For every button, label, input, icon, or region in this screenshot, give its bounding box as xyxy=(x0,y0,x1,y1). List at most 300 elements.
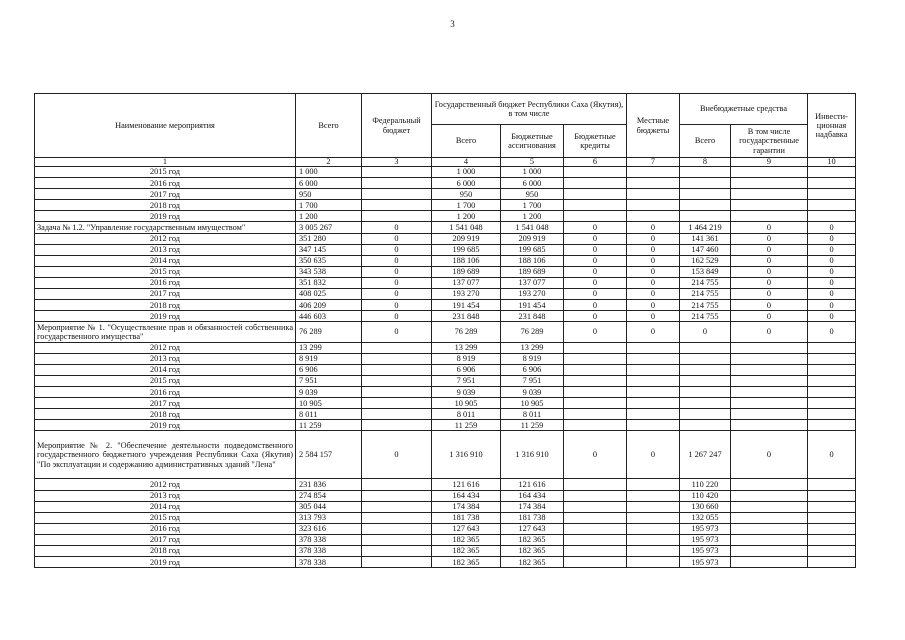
table-row xyxy=(35,364,856,375)
table-cell: 182 365 xyxy=(432,534,501,545)
table-cell: 6 000 xyxy=(296,178,362,189)
table-cell xyxy=(564,409,627,420)
table-cell: 0 xyxy=(564,277,627,288)
table-cell xyxy=(362,167,432,178)
table-cell xyxy=(731,211,808,222)
table-cell xyxy=(627,557,680,568)
table-cell: 0 xyxy=(362,255,432,266)
row-label: 2018 год xyxy=(35,300,296,311)
table-cell: 195 973 xyxy=(680,534,731,545)
table-cell xyxy=(680,167,731,178)
column-index: 5 xyxy=(501,158,564,167)
header-state-total: Всего xyxy=(432,125,501,158)
table-cell: 950 xyxy=(432,189,501,200)
table-cell: 209 919 xyxy=(432,233,501,244)
table-cell xyxy=(362,211,432,222)
table-row xyxy=(35,557,856,568)
table-cell xyxy=(362,375,432,386)
table-cell xyxy=(362,189,432,200)
row-label: 2015 год xyxy=(35,266,296,277)
table-cell xyxy=(627,534,680,545)
table-cell: 189 689 xyxy=(501,266,564,277)
table-cell: 7 951 xyxy=(501,375,564,386)
table-cell xyxy=(564,200,627,211)
table-cell xyxy=(731,178,808,189)
row-label: 2012 год xyxy=(35,342,296,353)
header-state-credits: Бюджетные кредиты xyxy=(564,125,627,158)
table-cell: 193 270 xyxy=(501,289,564,300)
row-label: 2017 год xyxy=(35,398,296,409)
table-row xyxy=(35,353,856,364)
table-cell: 0 xyxy=(627,233,680,244)
table-cell: 13 299 xyxy=(432,342,501,353)
table-cell: 11 259 xyxy=(432,420,501,431)
table-cell: 182 365 xyxy=(432,557,501,568)
table-cell: 8 011 xyxy=(296,409,362,420)
table-cell xyxy=(680,189,731,200)
row-label: Мероприятие № 1. "Осуществление прав и обязанностей собственника государственного имущества" xyxy=(35,322,296,342)
table-cell: 347 145 xyxy=(296,244,362,255)
table-cell: 189 689 xyxy=(432,266,501,277)
table-cell xyxy=(362,512,432,523)
table-cell: 950 xyxy=(296,189,362,200)
table-cell: 274 854 xyxy=(296,490,362,501)
table-cell: 313 793 xyxy=(296,512,362,523)
table-cell: 164 434 xyxy=(501,490,564,501)
table-row xyxy=(35,178,856,189)
table-cell: 3 005 267 xyxy=(296,222,362,233)
table-cell: 1 267 247 xyxy=(680,431,731,479)
table-row xyxy=(35,189,856,200)
table-cell: 1 000 xyxy=(296,167,362,178)
table-cell xyxy=(564,534,627,545)
table-row xyxy=(35,244,856,255)
table-row xyxy=(35,167,856,178)
table-cell: 305 044 xyxy=(296,501,362,512)
table-cell: 1 200 xyxy=(432,211,501,222)
table-cell: 153 849 xyxy=(680,266,731,277)
table-row xyxy=(35,300,856,311)
table-cell: 0 xyxy=(564,431,627,479)
table-cell xyxy=(808,501,856,512)
table-cell xyxy=(680,211,731,222)
row-label: 2016 год xyxy=(35,178,296,189)
table-cell xyxy=(564,178,627,189)
table-cell: 195 973 xyxy=(680,557,731,568)
table-cell xyxy=(680,387,731,398)
row-label: Задача № 1.2. "Управление государственным имуществом" xyxy=(35,222,296,233)
table-cell xyxy=(731,200,808,211)
table-cell: 188 106 xyxy=(432,255,501,266)
table-cell: 10 905 xyxy=(501,398,564,409)
table-cell: 950 xyxy=(501,189,564,200)
table-cell xyxy=(627,490,680,501)
row-label: 2016 год xyxy=(35,277,296,288)
row-label: 2017 год xyxy=(35,289,296,300)
table-row xyxy=(35,479,856,490)
table-cell xyxy=(564,398,627,409)
table-cell: 6 906 xyxy=(296,364,362,375)
row-label: 2013 год xyxy=(35,490,296,501)
row-label: 2018 год xyxy=(35,546,296,557)
table-cell: 13 299 xyxy=(296,342,362,353)
table-cell: 0 xyxy=(627,300,680,311)
table-cell: 0 xyxy=(731,289,808,300)
table-cell xyxy=(731,501,808,512)
table-cell: 0 xyxy=(564,311,627,322)
table-cell: 0 xyxy=(564,255,627,266)
column-index: 9 xyxy=(731,158,808,167)
table-cell xyxy=(808,211,856,222)
table-cell: 1 000 xyxy=(501,167,564,178)
table-cell: 110 420 xyxy=(680,490,731,501)
table-cell: 137 077 xyxy=(432,277,501,288)
table-cell: 1 541 048 xyxy=(501,222,564,233)
table-cell: 350 635 xyxy=(296,255,362,266)
table-cell xyxy=(564,512,627,523)
table-cell xyxy=(680,398,731,409)
row-label: 2018 год xyxy=(35,200,296,211)
table-cell xyxy=(564,557,627,568)
table-cell: 378 338 xyxy=(296,546,362,557)
table-cell: 0 xyxy=(627,322,680,342)
table-cell xyxy=(564,353,627,364)
table-cell: 191 454 xyxy=(432,300,501,311)
row-label: 2014 год xyxy=(35,364,296,375)
table-cell: 0 xyxy=(362,277,432,288)
table-cell: 0 xyxy=(731,266,808,277)
table-row xyxy=(35,420,856,431)
header-investment: Инвести- ционная надбавка xyxy=(808,94,856,158)
table-cell: 141 361 xyxy=(680,233,731,244)
table-cell xyxy=(627,178,680,189)
table-cell: 1 700 xyxy=(432,200,501,211)
table-cell: 0 xyxy=(731,233,808,244)
row-label: 2016 год xyxy=(35,523,296,534)
table-cell xyxy=(731,409,808,420)
table-cell xyxy=(362,398,432,409)
table-cell: 8 011 xyxy=(501,409,564,420)
table-cell: 446 603 xyxy=(296,311,362,322)
table-cell: 0 xyxy=(808,255,856,266)
table-cell: 127 643 xyxy=(432,523,501,534)
table-cell xyxy=(627,364,680,375)
table-cell: 1 000 xyxy=(432,167,501,178)
table-cell: 0 xyxy=(362,222,432,233)
header-total: Всего xyxy=(296,94,362,158)
table-cell: 0 xyxy=(564,289,627,300)
table-cell: 147 460 xyxy=(680,244,731,255)
table-cell: 8 011 xyxy=(432,409,501,420)
table-row xyxy=(35,342,856,353)
table-cell: 0 xyxy=(731,322,808,342)
table-cell: 174 384 xyxy=(501,501,564,512)
table-cell xyxy=(808,512,856,523)
table-cell: 0 xyxy=(627,431,680,479)
table-cell: 130 660 xyxy=(680,501,731,512)
row-label: 2015 год xyxy=(35,512,296,523)
table-cell xyxy=(627,167,680,178)
table-cell xyxy=(808,420,856,431)
table-cell: 9 039 xyxy=(501,387,564,398)
table-cell xyxy=(731,364,808,375)
header-offbudget-total: Всего xyxy=(680,125,731,158)
table-cell xyxy=(627,501,680,512)
table-cell: 214 755 xyxy=(680,300,731,311)
table-cell: 13 299 xyxy=(501,342,564,353)
table-cell: 2 584 157 xyxy=(296,431,362,479)
table-cell: 182 365 xyxy=(501,557,564,568)
table-cell: 0 xyxy=(627,266,680,277)
table-row xyxy=(35,501,856,512)
table-cell: 193 270 xyxy=(432,289,501,300)
table-cell xyxy=(680,409,731,420)
table-cell: 182 365 xyxy=(501,534,564,545)
table-cell: 182 365 xyxy=(432,546,501,557)
table-cell: 231 848 xyxy=(501,311,564,322)
table-cell xyxy=(564,342,627,353)
row-label: 2014 год xyxy=(35,501,296,512)
table-cell: 214 755 xyxy=(680,277,731,288)
row-label: 2015 год xyxy=(35,375,296,386)
table-row xyxy=(35,289,856,300)
table-cell: 1 464 219 xyxy=(680,222,731,233)
table-cell: 191 454 xyxy=(501,300,564,311)
table-cell: 214 755 xyxy=(680,289,731,300)
table-cell: 164 434 xyxy=(432,490,501,501)
table-cell xyxy=(564,364,627,375)
table-cell xyxy=(731,479,808,490)
table-cell xyxy=(731,387,808,398)
table-cell: 0 xyxy=(808,300,856,311)
table-cell: 199 685 xyxy=(432,244,501,255)
table-cell: 406 209 xyxy=(296,300,362,311)
page-number: 3 xyxy=(450,19,455,29)
table-cell: 121 616 xyxy=(501,479,564,490)
table-cell xyxy=(362,409,432,420)
table-cell xyxy=(362,479,432,490)
table-row xyxy=(35,277,856,288)
table-cell xyxy=(731,353,808,364)
table-cell: 0 xyxy=(731,244,808,255)
column-index: 3 xyxy=(362,158,432,167)
table-cell: 181 738 xyxy=(501,512,564,523)
header-local: Местные бюджеты xyxy=(627,94,680,158)
table-cell xyxy=(808,523,856,534)
table-cell: 0 xyxy=(362,311,432,322)
table-cell: 6 906 xyxy=(432,364,501,375)
column-index: 4 xyxy=(432,158,501,167)
table-cell xyxy=(564,523,627,534)
table-cell: 6 000 xyxy=(501,178,564,189)
header-federal: Федеральный бюджет xyxy=(362,94,432,158)
table-cell: 1 700 xyxy=(296,200,362,211)
table-row xyxy=(35,431,856,479)
table-row xyxy=(35,375,856,386)
table-cell: 214 755 xyxy=(680,311,731,322)
row-label: 2016 год xyxy=(35,387,296,398)
table-cell xyxy=(731,512,808,523)
table-cell xyxy=(731,167,808,178)
table-cell xyxy=(362,342,432,353)
table-cell xyxy=(564,479,627,490)
table-cell xyxy=(808,387,856,398)
column-index: 1 xyxy=(35,158,296,167)
table-cell: 0 xyxy=(808,431,856,479)
table-row xyxy=(35,222,856,233)
table-cell: 9 039 xyxy=(296,387,362,398)
row-label: 2019 год xyxy=(35,420,296,431)
table-cell: 0 xyxy=(564,222,627,233)
table-row xyxy=(35,398,856,409)
table-cell: 323 616 xyxy=(296,523,362,534)
table-cell: 0 xyxy=(362,266,432,277)
column-index: 7 xyxy=(627,158,680,167)
table-cell: 0 xyxy=(731,300,808,311)
table-cell: 1 200 xyxy=(296,211,362,222)
budget-table xyxy=(34,93,856,568)
table-cell: 9 039 xyxy=(432,387,501,398)
table-cell: 0 xyxy=(731,222,808,233)
table-cell xyxy=(808,490,856,501)
table-cell xyxy=(362,353,432,364)
table-cell: 181 738 xyxy=(432,512,501,523)
table-cell xyxy=(362,178,432,189)
table-cell: 127 643 xyxy=(501,523,564,534)
table-cell: 231 848 xyxy=(432,311,501,322)
table-cell: 0 xyxy=(808,322,856,342)
table-cell: 0 xyxy=(564,300,627,311)
table-cell: 0 xyxy=(627,222,680,233)
table-cell xyxy=(808,167,856,178)
table-row xyxy=(35,255,856,266)
table-cell: 8 919 xyxy=(501,353,564,364)
table-cell: 0 xyxy=(362,244,432,255)
table-cell xyxy=(627,398,680,409)
table-row xyxy=(35,311,856,322)
table-cell: 231 836 xyxy=(296,479,362,490)
table-cell xyxy=(627,189,680,200)
table-cell xyxy=(808,534,856,545)
table-cell xyxy=(808,342,856,353)
table-row xyxy=(35,387,856,398)
row-label: 2019 год xyxy=(35,211,296,222)
row-label: 2012 год xyxy=(35,233,296,244)
row-label: Мероприятие № 2. "Обеспечение деятельности подведомственного государственного бюджетного учреждения Республики Саха (Якутия) "По эксплуатации и содержанию административных зданий "Лена" xyxy=(35,431,296,479)
table-cell: 0 xyxy=(808,289,856,300)
table-cell: 195 973 xyxy=(680,546,731,557)
table-cell xyxy=(808,353,856,364)
table-cell: 8 919 xyxy=(432,353,501,364)
table-cell xyxy=(808,200,856,211)
table-cell xyxy=(680,342,731,353)
table-cell: 76 289 xyxy=(296,322,362,342)
table-row xyxy=(35,534,856,545)
column-index: 8 xyxy=(680,158,731,167)
table-cell: 0 xyxy=(564,322,627,342)
table-cell xyxy=(564,375,627,386)
table-cell: 0 xyxy=(808,311,856,322)
table-cell xyxy=(731,375,808,386)
row-label: 2013 год xyxy=(35,244,296,255)
table-row xyxy=(35,322,856,342)
table-cell: 0 xyxy=(731,311,808,322)
table-cell xyxy=(808,398,856,409)
header-offbudget-guarantees: В том числе государственные гарантии xyxy=(731,125,808,158)
table-cell: 8 919 xyxy=(296,353,362,364)
table-cell xyxy=(627,342,680,353)
table-cell: 11 259 xyxy=(296,420,362,431)
table-cell: 132 055 xyxy=(680,512,731,523)
table-cell: 378 338 xyxy=(296,557,362,568)
table-cell xyxy=(808,375,856,386)
table-cell xyxy=(680,200,731,211)
table-cell: 0 xyxy=(731,277,808,288)
table-cell: 0 xyxy=(808,266,856,277)
table-cell xyxy=(808,178,856,189)
table-cell xyxy=(731,342,808,353)
row-label: 2019 год xyxy=(35,311,296,322)
table-cell xyxy=(564,189,627,200)
table-cell xyxy=(680,375,731,386)
table-cell: 0 xyxy=(808,233,856,244)
table-cell xyxy=(564,501,627,512)
column-index: 2 xyxy=(296,158,362,167)
table-cell xyxy=(731,420,808,431)
table-cell xyxy=(627,512,680,523)
table-cell xyxy=(731,398,808,409)
table-cell xyxy=(362,490,432,501)
table-cell: 0 xyxy=(564,244,627,255)
table-cell xyxy=(362,534,432,545)
table-cell xyxy=(362,557,432,568)
table-cell xyxy=(731,490,808,501)
table-cell xyxy=(680,178,731,189)
table-row xyxy=(35,512,856,523)
table-cell: 195 973 xyxy=(680,523,731,534)
table-cell: 1 316 910 xyxy=(501,431,564,479)
table-cell xyxy=(808,557,856,568)
table-cell: 121 616 xyxy=(432,479,501,490)
table-cell xyxy=(564,490,627,501)
row-label: 2014 год xyxy=(35,255,296,266)
table-cell xyxy=(627,375,680,386)
table-cell xyxy=(362,364,432,375)
table-row xyxy=(35,409,856,420)
table-cell xyxy=(627,200,680,211)
table-cell: 0 xyxy=(627,289,680,300)
table-cell: 0 xyxy=(808,222,856,233)
table-cell: 0 xyxy=(680,322,731,342)
table-cell: 1 700 xyxy=(501,200,564,211)
table-cell: 162 529 xyxy=(680,255,731,266)
table-cell: 0 xyxy=(731,431,808,479)
row-label: 2018 год xyxy=(35,409,296,420)
table-row xyxy=(35,211,856,222)
table-row xyxy=(35,233,856,244)
table-cell xyxy=(808,364,856,375)
table-row xyxy=(35,490,856,501)
table-cell: 10 905 xyxy=(432,398,501,409)
table-cell xyxy=(362,387,432,398)
table-cell xyxy=(564,167,627,178)
table-cell xyxy=(731,189,808,200)
table-cell: 351 280 xyxy=(296,233,362,244)
table-cell xyxy=(627,420,680,431)
table-cell: 6 000 xyxy=(432,178,501,189)
table-cell: 0 xyxy=(627,255,680,266)
table-row xyxy=(35,523,856,534)
